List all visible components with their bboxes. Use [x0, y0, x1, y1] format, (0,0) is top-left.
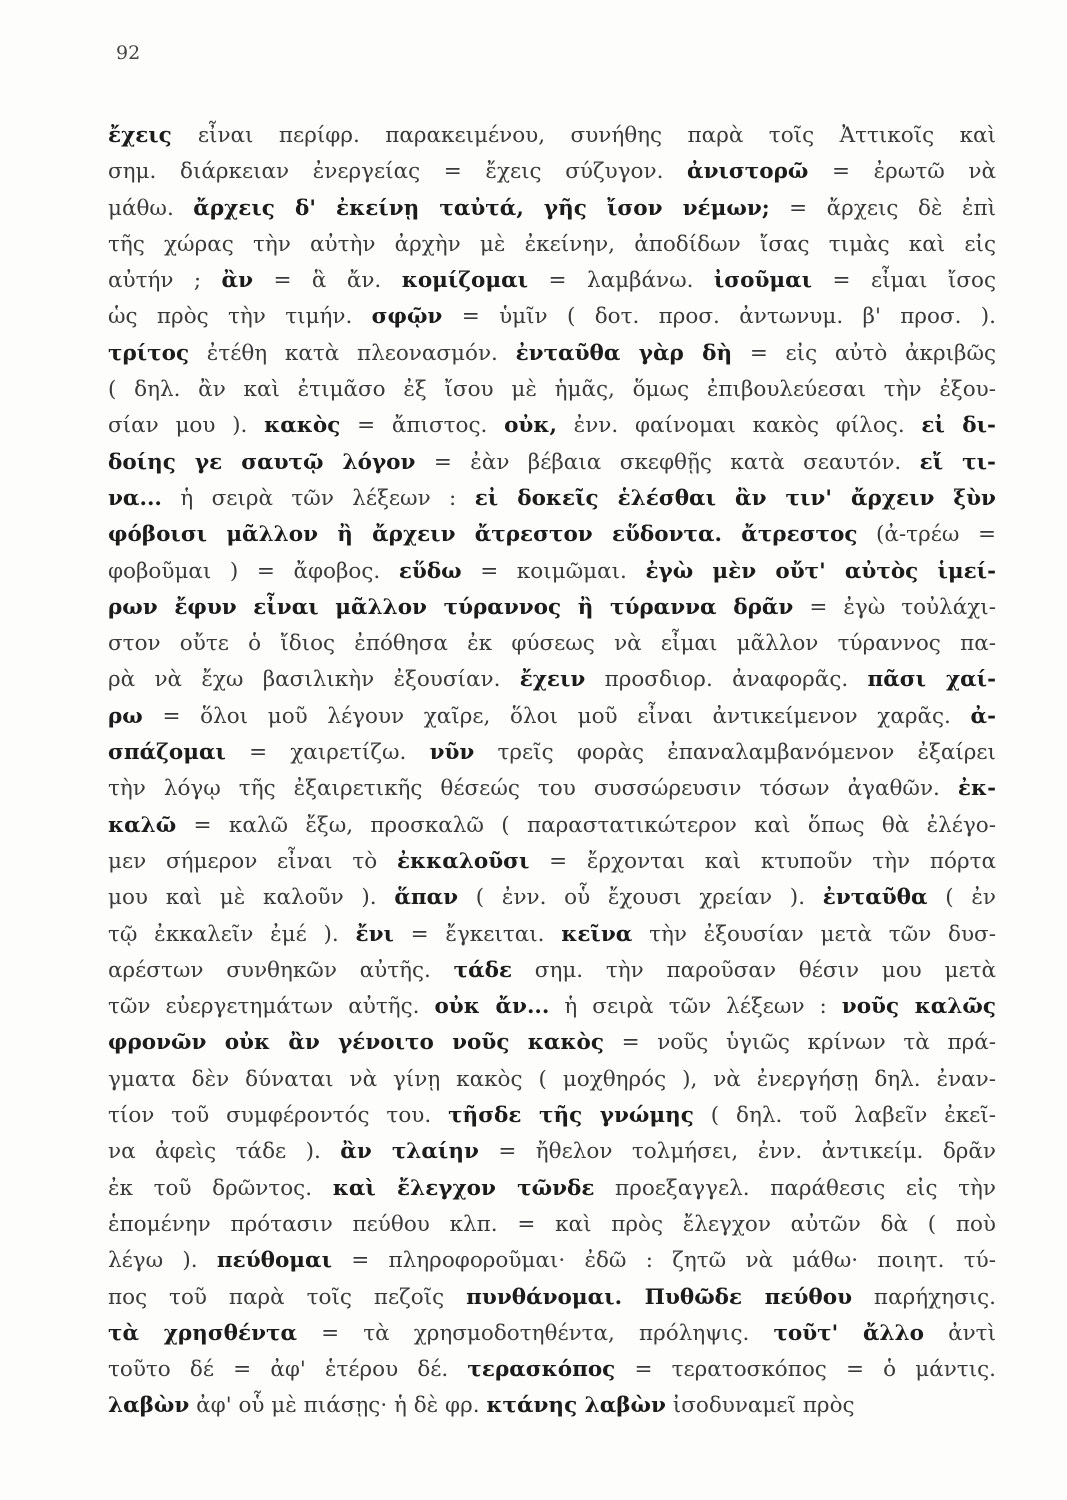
lemma-term: ἀ- — [970, 703, 996, 729]
lemma-term: ἰσοῦμαι — [713, 268, 813, 294]
text-line — [108, 808, 996, 844]
lemma-term: ἔνι — [355, 921, 394, 947]
gloss-text: στον οὔτε ὁ ἴδιος ἐπόθησα ἐκ φύσεως νὰ εἶμαι μᾶλλον τύραννος πα- — [108, 631, 996, 657]
gloss-text: λέγω ). — [108, 1248, 217, 1274]
gloss-text: ὡς πρὸς τὴν τιμήν. — [108, 304, 372, 330]
gloss-text: ρὰ νὰ ἔχω βασιλικὴν ἐξουσίαν. — [108, 667, 520, 693]
lemma-term: ἂν τλαίην — [340, 1139, 479, 1165]
text-line — [108, 1062, 996, 1098]
gloss-text: τὴν λόγῳ τῆς ἐξαιρετικῆς θέσεώς του συσσώρευσιν τόσων ἀγαθῶν. — [108, 776, 958, 802]
gloss-text: = κοιμῶμαι. — [461, 558, 646, 584]
lemma-term: ρων ἔφυν εἶναι μᾶλλον τύραννος ἢ τύραννα δρᾶν — [108, 594, 794, 620]
gloss-text: ἰσοδυναμεῖ πρὸς — [665, 1393, 855, 1419]
lemma-term: κακὸς — [264, 413, 341, 439]
gloss-text: τῶν εὐεργετημάτων αὐτῆς. — [108, 994, 435, 1020]
lemma-term: πᾶσι χαί- — [867, 667, 996, 693]
gloss-text: ἡ σειρὰ τῶν λέξεων : — [161, 485, 475, 511]
text-line — [108, 299, 996, 335]
lemma-term: εἴ τι- — [919, 449, 996, 475]
text-line — [108, 917, 996, 953]
text-line — [108, 118, 996, 154]
gloss-text: = ὅλοι μοῦ λέγουν χαῖρε, ὅλοι μοῦ εἶναι ἀντικείμενον χαρᾶς. — [142, 703, 971, 729]
gloss-text: = ὑμῖν ( δοτ. προσ. ἀντωνυμ. β' προσ. ). — [442, 304, 996, 330]
lemma-term: ἔχειν — [519, 667, 586, 693]
gloss-text: = τερατοσκόπος = ὁ μάντις. — [615, 1357, 996, 1383]
lemma-term: πυνθάνομαι. Πυθῶδε πεύθου — [466, 1284, 852, 1310]
text-line — [108, 1025, 996, 1061]
gloss-text: φοβοῦμαι ) = ἄφοβος. — [108, 558, 399, 584]
gloss-text: τοῦτο δέ = ἀφ' ἑτέρου δέ. — [108, 1357, 468, 1383]
text-line — [108, 263, 996, 299]
gloss-text: ἐνν. φαίνομαι κακὸς φίλος. — [556, 413, 922, 439]
lemma-term: σπάζομαι — [108, 740, 226, 766]
text-line — [108, 227, 996, 263]
text-line — [108, 880, 996, 916]
gloss-text: = λαμβάνω. — [528, 268, 714, 294]
gloss-text: ἐκ τοῦ δρῶντος. — [108, 1175, 333, 1201]
gloss-text: ἀφ' οὗ μὲ πιάσῃς· ἡ δὲ φρ. — [189, 1393, 487, 1419]
text-line — [108, 1316, 996, 1352]
gloss-text: προεξαγγελ. παράθεσις εἰς τὴν — [594, 1175, 996, 1201]
gloss-text: ( ἐνν. οὗ ἔχουσι χρείαν ). — [458, 885, 823, 911]
commentary-text — [108, 118, 996, 1425]
lemma-term: πεύθομαι — [216, 1248, 332, 1274]
text-line — [108, 191, 996, 227]
gloss-text: πος τοῦ παρὰ τοῖς πεζοῖς — [108, 1284, 467, 1310]
gloss-text: αρέστων συνθηκῶν αὐτῆς. — [108, 957, 454, 983]
text-line — [108, 1388, 996, 1424]
gloss-text: τίον τοῦ συμφέροντός του. — [108, 1103, 449, 1129]
gloss-text: = πληροφοροῦμαι· ἐδῶ : ζητῶ νὰ μάθω· ποιητ. τύ- — [332, 1248, 996, 1274]
lemma-term: τρίτος — [108, 340, 190, 366]
gloss-text: σημ. τὴν παροῦσαν θέσιν μου μετὰ — [512, 957, 996, 983]
gloss-text: ἀντὶ — [924, 1320, 996, 1346]
gloss-text: = ἄρχεις δὲ ἐπὶ — [769, 195, 996, 221]
gloss-text: = ἐγὼ τοὐλάχι- — [793, 594, 996, 620]
lemma-term: καλῶ — [108, 812, 177, 838]
gloss-text: ( ἐν — [927, 885, 996, 911]
lemma-term: φρονῶν οὐκ ἂν γένοιτο νοῦς κακὸς — [108, 1030, 604, 1056]
lemma-term: ἂν — [221, 268, 254, 294]
lemma-term: οὐκ ἄν... — [434, 994, 550, 1020]
lemma-term: τοῦτ' ἄλλο — [773, 1320, 924, 1346]
text-line — [108, 1352, 996, 1388]
gloss-text: = εἶμαι ἴσος — [812, 268, 996, 294]
gloss-text: τῷ ἐκκαλεῖν ἐμέ ). — [108, 921, 356, 947]
gloss-text: = ἤθελον τολμήσει, ἐνν. ἀντικείμ. δρᾶν — [478, 1139, 996, 1165]
gloss-text: = τὰ χρησμοδοτηθέντα, πρόληψις. — [297, 1320, 774, 1346]
gloss-text: ἐτέθη κατὰ πλεονασμόν. — [189, 340, 516, 366]
lemma-term: λαβὼν — [108, 1393, 190, 1419]
lemma-term: ἐνταῦθα — [822, 885, 928, 911]
text-line — [108, 517, 996, 553]
lemma-term: φόβοισι μᾶλλον ἢ ἄρχειν ἄτρεστον εὕδοντα. ἄτρεστος — [108, 522, 858, 548]
lemma-term: σφῷν — [371, 304, 443, 330]
text-line — [108, 336, 996, 372]
gloss-text: ἑπομένην πρότασιν πεύθου κλπ. = καὶ πρὸς ἔλεγχον αὐτῶν δὰ ( ποὺ — [108, 1211, 996, 1237]
lemma-term: κομίζομαι — [401, 268, 529, 294]
gloss-text: μεν σήμερον εἶναι τὸ — [108, 848, 397, 874]
lemma-term: εἰ δοκεῖς ἑλέσθαι ἂν τιν' ἄρχειν ξὺν — [474, 485, 996, 511]
gloss-text: παρήχησις. — [852, 1284, 996, 1310]
text-line — [108, 771, 996, 807]
lemma-term: οὐκ, — [504, 413, 557, 439]
gloss-text: = ἔγκειται. — [393, 921, 562, 947]
text-line — [108, 953, 996, 989]
lemma-term: δοίης γε σαυτῷ λόγον — [108, 449, 416, 475]
gloss-text: τὴν ἐξουσίαν μετὰ τῶν δυσ- — [632, 921, 996, 947]
gloss-text: μάθω. — [108, 195, 194, 221]
lemma-term: τὰ χρησθέντα — [108, 1320, 298, 1346]
gloss-text: ( δηλ. τοῦ λαβεῖν ἐκεῖ- — [693, 1103, 996, 1129]
gloss-text: μου καὶ μὲ καλοῦν ). — [108, 885, 395, 911]
text-line — [108, 699, 996, 735]
lemma-term: κτάνης λαβὼν — [486, 1393, 666, 1419]
gloss-text: = ἃ ἄν. — [253, 268, 402, 294]
text-line — [108, 626, 996, 662]
gloss-text: σίαν μου ). — [108, 413, 265, 439]
text-line — [108, 372, 996, 408]
lemma-term: ἐκκαλοῦσι — [396, 848, 530, 874]
gloss-text: ( δηλ. ἂν καὶ ἐτιμᾶσο ἐξ ἴσου μὲ ἡμᾶς, ὅμως ἐπιβουλεύεσαι τὴν ἐξου- — [108, 377, 996, 403]
lemma-term: καὶ ἔλεγχον τῶνδε — [332, 1175, 595, 1201]
gloss-text: = εἰς αὐτὸ ἀκριβῶς — [732, 340, 996, 366]
lemma-term: νῦν — [429, 740, 475, 766]
lemma-term: εὕδω — [398, 558, 462, 584]
text-line — [108, 1171, 996, 1207]
gloss-text: (ἀ-τρέω = — [857, 522, 996, 548]
text-line — [108, 1207, 996, 1243]
gloss-text: σημ. διάρκειαν ἐνεργείας = ἔχεις σύζυγον. — [108, 159, 688, 185]
gloss-text: = χαιρετίζω. — [225, 740, 430, 766]
lemma-term: ἐγὼ μὲν οὔτ' αὐτὸς ἱμεί- — [645, 558, 996, 584]
text-line — [108, 662, 996, 698]
lemma-term: ἀνιστορῶ — [687, 159, 809, 185]
gloss-text: να ἀφεὶς τάδε ). — [108, 1139, 341, 1165]
gloss-text: τρεῖς φορὰς ἐπαναλαμβανόμενον ἐξαίρει — [474, 740, 996, 766]
lemma-term: ἄρχεις δ' ἐκείνῃ ταὐτά, γῆς ἴσον νέμων; — [193, 195, 770, 221]
gloss-text: = νοῦς ὑγιῶς κρίνων τὰ πρά- — [603, 1030, 996, 1056]
page-number: 92 — [116, 42, 141, 64]
lemma-term: τερασκόπος — [467, 1357, 616, 1383]
text-line — [108, 445, 996, 481]
text-line — [108, 1243, 996, 1279]
text-line — [108, 989, 996, 1025]
gloss-text: = ἄπιστος. — [340, 413, 505, 439]
lemma-term: ἔχεις — [108, 123, 198, 148]
gloss-text: = ἐρωτῶ νὰ — [808, 159, 996, 185]
lemma-term: ρω — [108, 703, 143, 729]
gloss-text: = ἐὰν βέβαια σκεφθῇς κατὰ σεαυτόν. — [415, 449, 920, 475]
gloss-text: αὐτήν ; — [108, 268, 222, 294]
text-line — [108, 1134, 996, 1170]
gloss-text: τῆς χώρας τὴν αὐτὴν ἀρχὴν μὲ ἐκείνην, ἀποδίδων ἴσας τιμὰς καὶ εἰς — [108, 231, 996, 257]
text-line — [108, 735, 996, 771]
text-line — [108, 590, 996, 626]
gloss-text: εἶναι περίφρ. παρακειμένου, συνήθης παρὰ τοῖς Ἀττικοῖς καὶ — [197, 123, 996, 148]
text-line — [108, 1098, 996, 1134]
gloss-text: προσδιορ. ἀναφορᾶς. — [585, 667, 868, 693]
lemma-term: νοῦς καλῶς — [841, 994, 996, 1020]
gloss-text: γματα δὲν δύναται νὰ γίνῃ κακὸς ( μοχθηρός ), νὰ ἐνεργήσῃ δηλ. ἐναν- — [108, 1066, 996, 1092]
text-line — [108, 1280, 996, 1316]
lemma-term: να... — [108, 485, 162, 511]
text-line — [108, 154, 996, 190]
lemma-term: εἰ δι- — [921, 413, 996, 439]
gloss-text: = καλῶ ἔξω, προσκαλῶ ( παραστατικώτερον καὶ ὅπως θὰ ἐλέγο- — [176, 812, 996, 838]
lemma-term: ἐκ- — [957, 776, 996, 802]
gloss-text: ἡ σειρὰ τῶν λέξεων : — [549, 994, 842, 1020]
lemma-term: ἐνταῦθα γὰρ δὴ — [515, 340, 733, 366]
lemma-term: τάδε — [453, 957, 513, 983]
text-line — [108, 481, 996, 517]
text-line — [108, 844, 996, 880]
text-line — [108, 408, 996, 444]
lemma-term: ἅπαν — [394, 885, 459, 911]
lemma-term: τῆσδε τῆς γνώμης — [448, 1103, 694, 1129]
lemma-term: κεῖνα — [561, 921, 633, 947]
text-line — [108, 554, 996, 590]
gloss-text: = ἔρχονται καὶ κτυποῦν τὴν πόρτα — [529, 848, 996, 874]
